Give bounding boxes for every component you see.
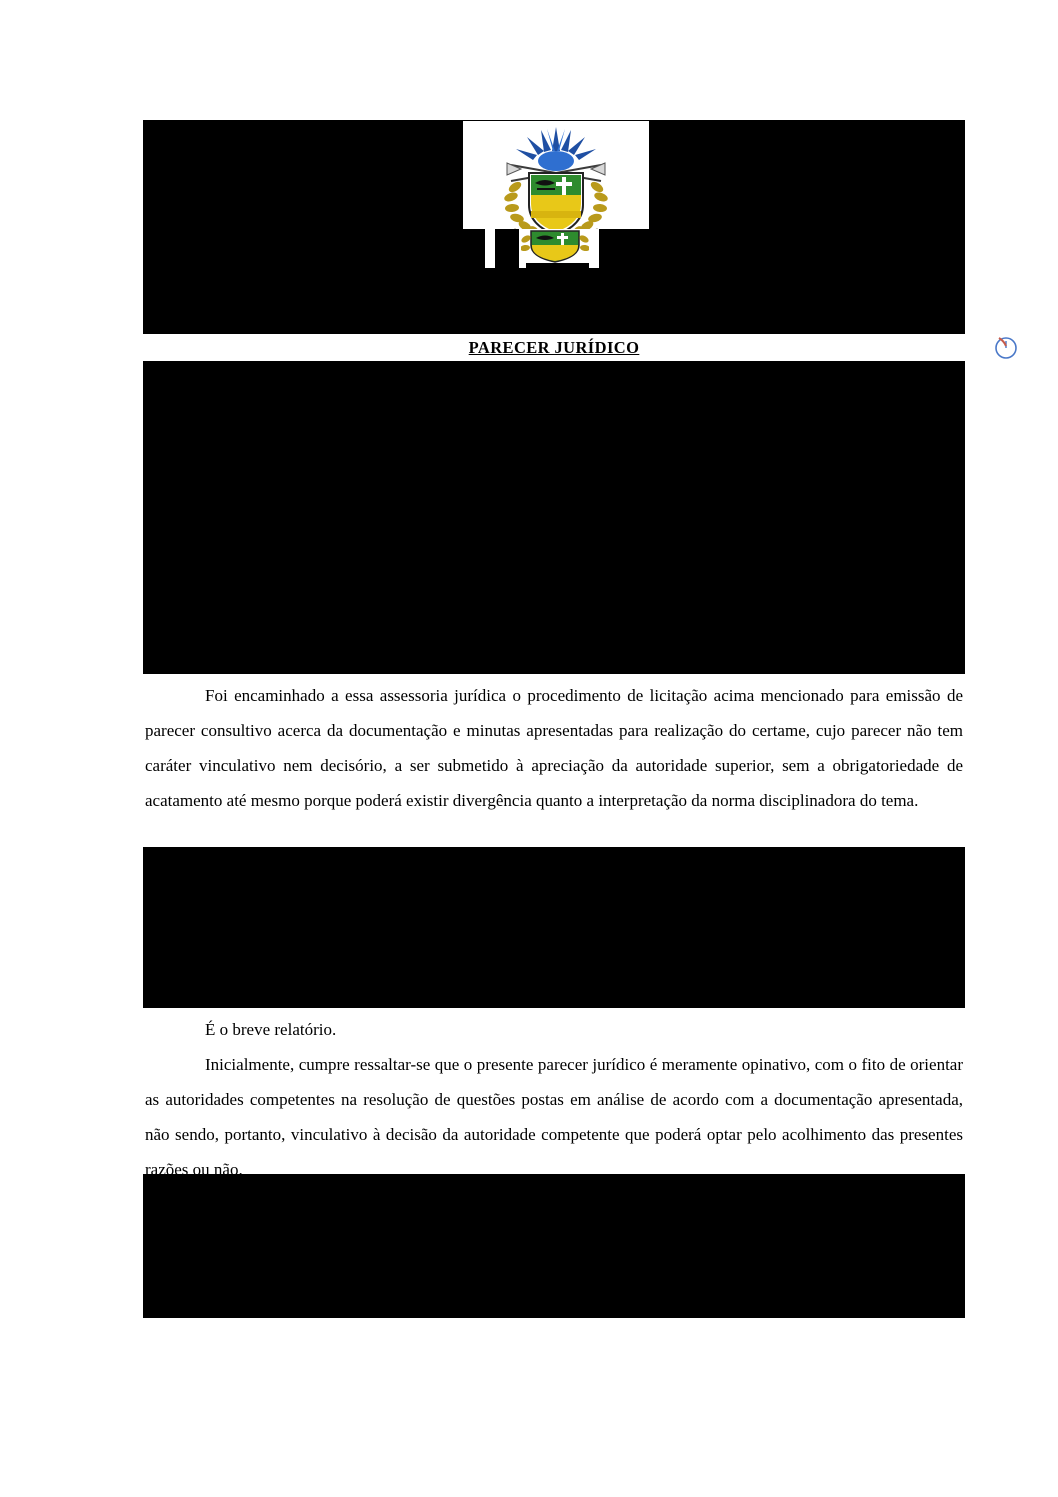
emblem-shield-fragment bbox=[521, 229, 589, 263]
emblem-redaction-strip bbox=[463, 229, 649, 268]
page-title: PARECER JURÍDICO bbox=[468, 337, 640, 357]
emblem-area bbox=[463, 121, 649, 268]
paragraph-text: É o breve relatório. bbox=[205, 1020, 337, 1039]
annotation-stamp-icon[interactable] bbox=[993, 334, 1021, 362]
document-title-band bbox=[143, 334, 965, 361]
paragraph-text: Inicialmente, cumpre ressaltar-se que o presente parecer jurídico é meramente opinativo, com o fito de orientar as autoridades competentes na resolução de questões postas em análise de acordo com a documentação apresentada, não sendo, portanto, vinculativo à decisão da autoridade competente que poderá optar pelo acolhimento das presentes razões ou não. bbox=[145, 1055, 963, 1179]
paragraph-block-relatorio bbox=[143, 674, 965, 847]
paragraph-text: Foi encaminhado a essa assessoria jurídica o procedimento de licitação acima mencionado para emissão de parecer consultivo acerca da documentação e minutas apresentadas para realização do certame, cujo parecer não tem caráter vinculativo nem decisório, a ser submetido à apreciação da autoridade superior, sem a obrigatoriedade de acatamento até mesmo porque poderá existir divergência quanto a interpretação da norma disciplinadora do tema. bbox=[145, 686, 963, 810]
paragraph-block-analise bbox=[143, 1008, 965, 1179]
